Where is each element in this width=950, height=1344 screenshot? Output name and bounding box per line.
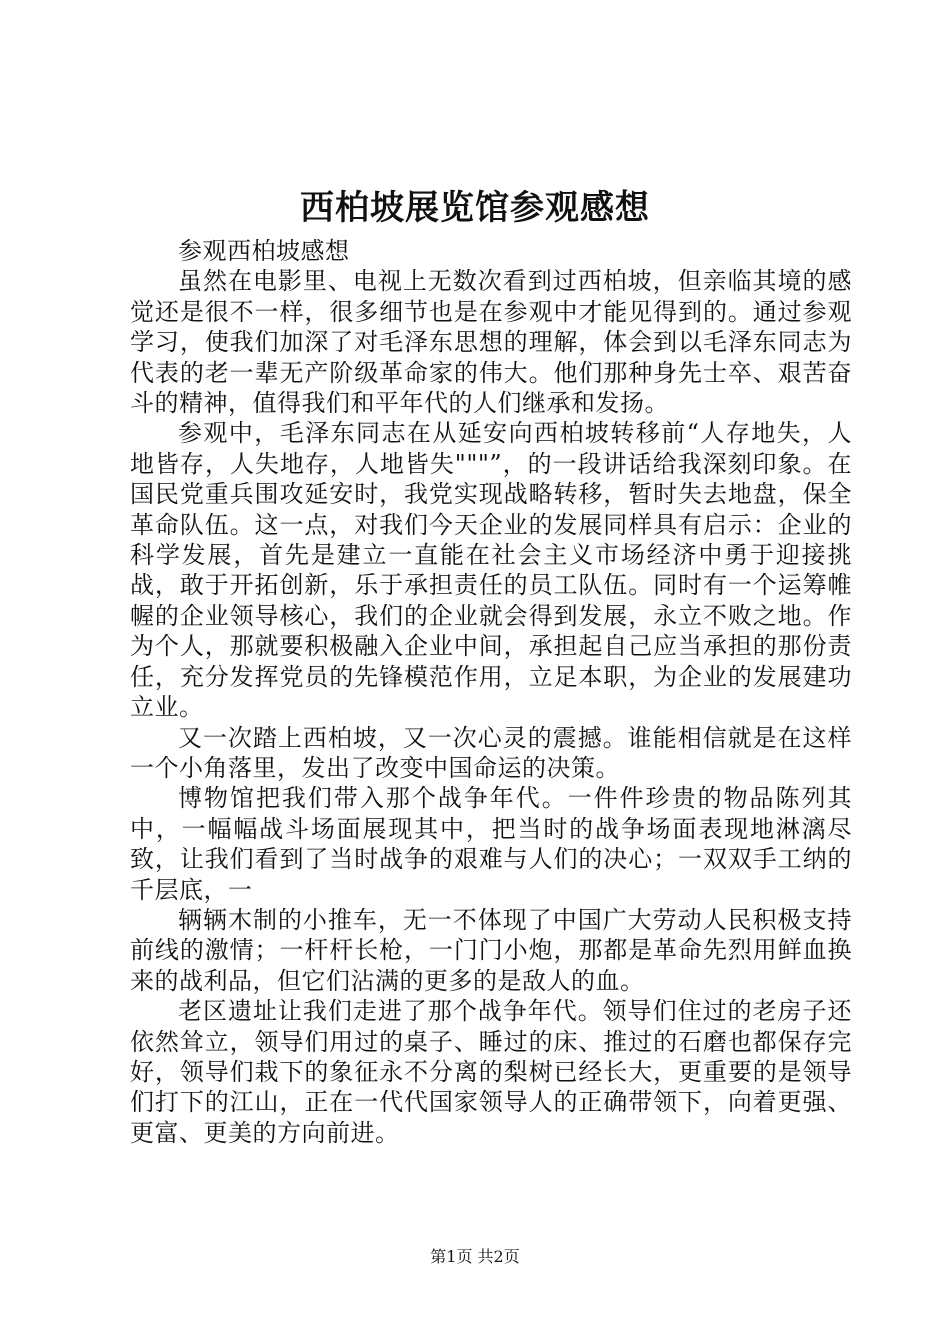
paragraph-5: 辆辆木制的小推车，无一不体现了中国广大劳动人民积极支持前线的激情；一杆杆长枪，一门门小炮，那都是革命先烈用鲜血换来的战利品，但它们沾满的更多的是敌人的血。 bbox=[130, 905, 852, 995]
paragraph-6: 老区遗址让我们走进了那个战争年代。领导们住过的老房子还依然耸立，领导们用过的桌子、睡过的床、推过的石磨也都保存完好，领导们栽下的象征永不分离的梨树已经长大，更重要的是领导们打下的江山，正在一代代国家领导人的正确带领下，向着更强、更富、更美的方向前进。 bbox=[130, 997, 852, 1147]
page-number-footer: 第1页 共2页 bbox=[430, 1247, 520, 1266]
paragraph-3: 又一次踏上西柏坡，又一次心灵的震撼。谁能相信就是在这样一个小角落里，发出了改变中国命运的决策。 bbox=[130, 723, 852, 782]
document-title: 西柏坡展览馆参观感想 bbox=[300, 188, 650, 228]
paragraph-4: 博物馆把我们带入那个战争年代。一件件珍贵的物品陈列其中，一幅幅战斗场面展现其中，把当时的战争场面表现地淋漓尽致，让我们看到了当时战争的艰难与人们的决心；一双双手工纳的千层底，一 bbox=[130, 784, 852, 904]
paragraph-1: 虽然在电影里、电视上无数次看到过西柏坡，但亲临其境的感觉还是很不一样，很多细节也是在参观中才能见得到的。通过参观学习，使我们加深了对毛泽东思想的理解，体会到以毛泽东同志为代表的老一辈无产阶级革命家的伟大。他们那种身先士卒、艰苦奋斗的精神，值得我们和平年代的人们继承和发扬。 bbox=[130, 267, 852, 418]
paragraph-2: 参观中，毛泽东同志在从延安向西柏坡转移前“人存地失，人地皆存，人失地存，人地皆失"""”，的一段讲话给我深刻印象。在国民党重兵围攻延安时，我党实现战略转移，暂时失去地盘，保全革命队伍。这一点，对我们今天企业的发展同样具有启示：企业的科学发展，首先是建立一直能在社会主义市场经济中勇于迎接挑战，敢于开拓创新，乐于承担责任的员工队伍。同时有一个运筹帷幄的企业领导核心，我们的企业就会得到发展，永立不败之地。作为个人，那就要积极融入企业中间，承担起自己应当承担的那份责任，充分发挥党员的先锋模范作用，立足本职，为企业的发展建功立业。 bbox=[130, 419, 852, 722]
paragraph-subtitle: 参观西柏坡感想 bbox=[178, 237, 350, 265]
document-body bbox=[130, 236, 852, 1148]
